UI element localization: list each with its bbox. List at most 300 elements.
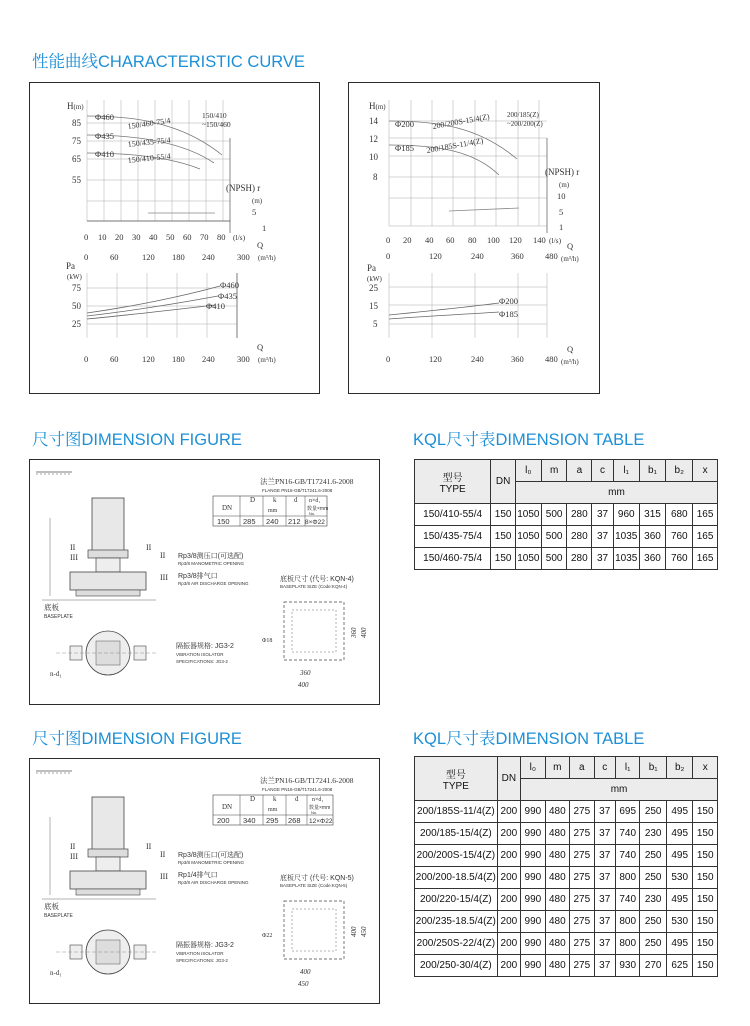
value-cell: 230 xyxy=(640,889,667,911)
pa-unit: (kW) xyxy=(367,275,382,283)
value-cell: 150 xyxy=(693,823,718,845)
table-row xyxy=(415,548,718,570)
npsh-tick: 10 xyxy=(557,191,566,201)
range-label: ~200/200(Z) xyxy=(507,120,543,128)
svg-text:400: 400 xyxy=(350,926,358,937)
value-cell: 270 xyxy=(640,955,667,977)
dimension-figure-2 xyxy=(29,758,380,1004)
value-cell: 495 xyxy=(666,845,693,867)
value-cell: 250 xyxy=(640,867,667,889)
pump-drawing-1 xyxy=(30,460,381,706)
pa-tick: 5 xyxy=(373,319,378,329)
dimension-figure-heading-2: 尺寸图DIMENSION FIGURE xyxy=(32,730,242,748)
pump-casing xyxy=(70,572,146,590)
value-cell: 740 xyxy=(615,845,639,867)
value-cell: 800 xyxy=(615,911,639,933)
value-cell: 200 xyxy=(497,933,520,955)
baseplate-label: 底板 xyxy=(44,902,59,911)
value-cell: 37 xyxy=(594,867,615,889)
value-cell: 150 xyxy=(693,955,718,977)
svg-text:mm: mm xyxy=(268,508,278,514)
value-cell: 37 xyxy=(594,933,615,955)
svg-text:FLANGE PN16-GB/T17241.6-2008: FLANGE PN16-GB/T17241.6-2008 xyxy=(262,787,333,792)
table-row xyxy=(415,867,718,889)
h-tick: 65 xyxy=(72,154,81,164)
pump-drawing-2 xyxy=(30,759,381,1005)
pa-label: Pa xyxy=(367,263,376,273)
table-row xyxy=(415,889,718,911)
value-cell: 37 xyxy=(592,548,614,570)
svg-text:Rp3/8 MANOMETRIC OPENING: Rp3/8 MANOMETRIC OPENING xyxy=(178,561,245,566)
type-cell: 200/185S-11/4(Z) xyxy=(415,801,498,823)
svg-text:III: III xyxy=(70,553,78,562)
svg-text:No.: No. xyxy=(311,810,318,815)
pa-tick: 25 xyxy=(72,319,81,329)
npsh-label: (NPSH) r xyxy=(545,167,580,177)
value-cell: 150 xyxy=(491,504,516,526)
h-tick: 10 xyxy=(369,152,378,162)
q-ls-ticks xyxy=(386,235,562,245)
curve-label: 150/460-75/4 xyxy=(127,116,171,131)
h-tick: 55 xyxy=(72,175,81,185)
value-cell: 695 xyxy=(615,801,639,823)
isolator-spec: 隔振器规格: JG3-2 xyxy=(176,643,234,650)
svg-text:No.: No. xyxy=(309,511,316,516)
value-cell: 37 xyxy=(594,801,615,823)
value-cell: 990 xyxy=(521,845,545,867)
baseplate-label: 底板 xyxy=(44,603,59,612)
value-cell: 495 xyxy=(666,889,693,911)
type-cell: 200/200-18.5/4(Z) xyxy=(415,867,498,889)
svg-text:240: 240 xyxy=(202,354,215,364)
svg-text:II: II xyxy=(146,842,152,851)
value-cell: 1050 xyxy=(515,548,541,570)
curve-panel-200 xyxy=(348,82,600,394)
value-cell: 495 xyxy=(666,801,693,823)
svg-text:Q: Q xyxy=(567,241,574,251)
h-axis-label: H(m) xyxy=(67,101,84,111)
svg-text:(l/s): (l/s) xyxy=(549,236,562,245)
value-cell: 165 xyxy=(693,504,718,526)
svg-text:480: 480 xyxy=(545,354,558,364)
value-cell: 800 xyxy=(615,933,639,955)
svg-text:400: 400 xyxy=(300,968,311,976)
value-cell: 480 xyxy=(545,911,569,933)
svg-text:360: 360 xyxy=(511,251,524,261)
svg-text:360: 360 xyxy=(511,354,524,364)
value-cell: 200 xyxy=(497,867,520,889)
svg-text:60: 60 xyxy=(110,354,119,364)
value-cell: 250 xyxy=(640,911,667,933)
curve-chart-150 xyxy=(30,83,321,395)
npsh-tick: 5 xyxy=(559,207,564,217)
value-cell: 480 xyxy=(545,867,569,889)
value-cell: 200 xyxy=(497,823,520,845)
unit-header: mm xyxy=(521,779,718,801)
table-row xyxy=(415,823,718,845)
svg-text:BASEPLATE SIZE (Code:KQN-5): BASEPLATE SIZE (Code:KQN-5) xyxy=(280,883,348,888)
value-cell: 150 xyxy=(693,889,718,911)
npsh-tick: 5 xyxy=(252,207,257,217)
table-row xyxy=(415,845,718,867)
svg-text:II: II xyxy=(146,543,152,552)
svg-text:0: 0 xyxy=(386,235,391,245)
q2-ticks xyxy=(386,344,579,366)
h-tick: 12 xyxy=(369,134,378,144)
svg-text:DN: DN xyxy=(222,803,233,811)
svg-text:180: 180 xyxy=(172,354,185,364)
svg-text:200: 200 xyxy=(217,816,230,825)
svg-text:10: 10 xyxy=(98,232,107,242)
value-cell: 530 xyxy=(666,911,693,933)
svg-text:SPECIFICATIONS: JG3-2: SPECIFICATIONS: JG3-2 xyxy=(176,958,228,963)
svg-text:140: 140 xyxy=(533,235,546,245)
svg-text:30: 30 xyxy=(132,232,141,242)
svg-text:(m³/h): (m³/h) xyxy=(561,358,579,366)
dimension-table-heading-1: KQL尺寸表DIMENSION TABLE xyxy=(413,431,645,449)
value-cell: 250 xyxy=(640,933,667,955)
value-cell: 480 xyxy=(545,845,569,867)
svg-text:80: 80 xyxy=(468,235,477,245)
svg-text:II: II xyxy=(70,842,76,851)
value-cell: 1035 xyxy=(613,526,639,548)
pa-dia: Φ460 xyxy=(220,280,239,290)
svg-text:Φ18: Φ18 xyxy=(262,638,273,644)
curve-label: 150/435-75/4 xyxy=(127,135,172,149)
dia-label: Φ185 xyxy=(395,143,414,153)
value-cell: 960 xyxy=(613,504,639,526)
value-cell: 150 xyxy=(693,933,718,955)
value-cell: 500 xyxy=(541,526,567,548)
value-cell: 37 xyxy=(594,955,615,977)
table-row xyxy=(415,955,718,977)
dia-label: Φ435 xyxy=(95,131,114,141)
value-cell: 275 xyxy=(570,823,594,845)
table-row xyxy=(415,526,718,548)
table-row xyxy=(415,504,718,526)
type-cell: 200/250S-22/4(Z) xyxy=(415,933,498,955)
value-cell: 500 xyxy=(541,504,567,526)
svg-text:数量×mm: 数量×mm xyxy=(309,805,331,811)
svg-text:Rp3/8 AIR DISCHARGE OPENING: Rp3/8 AIR DISCHARGE OPENING xyxy=(178,880,249,885)
svg-text:150: 150 xyxy=(217,517,230,526)
value-cell: 625 xyxy=(666,955,693,977)
value-cell: 275 xyxy=(570,845,594,867)
value-cell: 990 xyxy=(521,889,545,911)
type-cell: 150/435-75/4 xyxy=(415,526,491,548)
value-cell: 990 xyxy=(521,801,545,823)
table-row xyxy=(415,801,718,823)
baseplate-outline xyxy=(284,901,344,959)
svg-text:20: 20 xyxy=(403,235,412,245)
svg-text:50: 50 xyxy=(166,232,175,242)
svg-text:法兰PN16-GB/T17241.6-2008: 法兰PN16-GB/T17241.6-2008 xyxy=(260,477,354,486)
value-cell: 280 xyxy=(567,548,592,570)
value-cell: 150 xyxy=(693,801,718,823)
nd-label: n-d₁ xyxy=(50,670,62,678)
h-tick: 8 xyxy=(373,172,378,182)
svg-text:360: 360 xyxy=(350,627,358,638)
value-cell: 480 xyxy=(545,801,569,823)
type-header: 型号 TYPE xyxy=(415,460,491,504)
svg-text:240: 240 xyxy=(471,251,484,261)
svg-text:DN: DN xyxy=(222,504,233,512)
type-cell: 150/410-55/4 xyxy=(415,504,491,526)
svg-text:(m³/h): (m³/h) xyxy=(258,356,276,364)
manometric-note: Rp3/8测压口(可选配) xyxy=(178,852,244,859)
pa-dia: Φ200 xyxy=(499,296,518,306)
flange-table xyxy=(213,476,354,526)
range-label: 200/185(Z) xyxy=(507,111,539,119)
svg-text:k: k xyxy=(273,795,277,803)
value-cell: 37 xyxy=(594,823,615,845)
svg-text:12×Φ22: 12×Φ22 xyxy=(309,818,333,825)
svg-text:法兰PN16-GB/T17241.6-2008: 法兰PN16-GB/T17241.6-2008 xyxy=(260,776,354,785)
value-cell: 1050 xyxy=(515,504,541,526)
dia-label: Φ200 xyxy=(395,119,414,129)
svg-text:120: 120 xyxy=(429,354,442,364)
value-cell: 760 xyxy=(666,526,693,548)
value-cell: 990 xyxy=(521,955,545,977)
pa-tick: 15 xyxy=(369,301,378,311)
svg-text:268: 268 xyxy=(288,816,301,825)
svg-text:240: 240 xyxy=(471,354,484,364)
value-cell: 275 xyxy=(570,801,594,823)
svg-text:(l/s): (l/s) xyxy=(233,233,246,242)
value-cell: 1050 xyxy=(515,526,541,548)
value-cell: 800 xyxy=(615,867,639,889)
dia-label: Φ410 xyxy=(95,149,114,159)
svg-text:II: II xyxy=(160,551,166,560)
svg-text:8×Φ22: 8×Φ22 xyxy=(305,519,325,526)
value-cell: 495 xyxy=(666,823,693,845)
type-cell: 200/200S-15/4(Z) xyxy=(415,845,498,867)
svg-text:0: 0 xyxy=(84,252,89,262)
svg-text:0: 0 xyxy=(84,354,89,364)
svg-text:Rp3/8 AIR DISCHARGE OPENING: Rp3/8 AIR DISCHARGE OPENING xyxy=(178,581,249,586)
pa-dia: Φ410 xyxy=(206,301,225,311)
flange-table xyxy=(213,775,354,825)
value-cell: 250 xyxy=(640,801,667,823)
svg-text:FLANGE PN16-GB/T17241.6-2008: FLANGE PN16-GB/T17241.6-2008 xyxy=(262,488,333,493)
curve-chart-200 xyxy=(349,83,601,395)
motor-body xyxy=(92,797,124,851)
svg-text:60: 60 xyxy=(446,235,455,245)
h-tick: 85 xyxy=(72,118,81,128)
svg-text:80: 80 xyxy=(217,232,226,242)
value-cell: 990 xyxy=(521,933,545,955)
svg-text:Rp3/8 MANOMETRIC OPENING: Rp3/8 MANOMETRIC OPENING xyxy=(178,860,245,865)
value-cell: 315 xyxy=(639,504,666,526)
q-mh-ticks xyxy=(84,240,276,262)
npsh-tick: 1 xyxy=(559,222,564,232)
value-cell: 150 xyxy=(693,867,718,889)
dimension-table-1: 型号 TYPE DN l₀ m a c l₁ b₁ b₂ x mm 150/410-55/4 150 1050 500 280 37 960 315 680 165 150/435-75/4 150 1050 500 280 37 1035 360 760 165 150/460-75/4 150 1050 500 280 37 1035 360 760 165 xyxy=(414,459,718,570)
value-cell: 480 xyxy=(545,955,569,977)
svg-text:180: 180 xyxy=(172,252,185,262)
baseplate-en: BASEPLATE xyxy=(44,913,73,919)
svg-text:mm: mm xyxy=(268,807,278,813)
dn-header: DN xyxy=(497,757,520,801)
value-cell: 150 xyxy=(491,548,516,570)
svg-text:VIBRATION ISOLATOR: VIBRATION ISOLATOR xyxy=(176,652,224,657)
svg-text:d: d xyxy=(295,795,299,803)
svg-text:D: D xyxy=(250,795,256,803)
value-cell: 680 xyxy=(666,504,693,526)
value-cell: 200 xyxy=(497,801,520,823)
air-discharge-note: Rp3/8排气口 xyxy=(178,573,218,580)
curve-label: 200/200S-15/4(Z) xyxy=(431,112,491,131)
dia-label: Φ460 xyxy=(95,112,114,122)
value-cell: 200 xyxy=(497,889,520,911)
q2-ticks xyxy=(84,342,276,364)
pa-tick: 75 xyxy=(72,283,81,293)
value-cell: 740 xyxy=(615,823,639,845)
unit-header: mm xyxy=(515,482,717,504)
svg-text:D: D xyxy=(250,496,256,504)
svg-text:BASEPLATE SIZE (Code:KQN-4): BASEPLATE SIZE (Code:KQN-4) xyxy=(280,584,348,589)
svg-text:60: 60 xyxy=(183,232,192,242)
curve-panel-150 xyxy=(29,82,320,394)
svg-text:480: 480 xyxy=(545,251,558,261)
svg-text:k: k xyxy=(273,496,277,504)
baseplate-en: BASEPLATE xyxy=(44,614,73,620)
svg-text:d: d xyxy=(294,496,298,504)
table-row xyxy=(415,933,718,955)
dimension-table-heading-2: KQL尺寸表DIMENSION TABLE xyxy=(413,730,645,748)
isolator-spec: 隔振器规格: JG3-2 xyxy=(176,942,234,949)
npsh-unit: (m) xyxy=(559,181,570,189)
baseplate-size: 底板尺寸 (代号: KQN-4) xyxy=(280,576,354,583)
svg-text:III: III xyxy=(70,852,78,861)
curve-label: 200/185S-11/4(Z) xyxy=(425,136,484,155)
svg-text:240: 240 xyxy=(266,517,279,526)
value-cell: 275 xyxy=(570,889,594,911)
h-axis-label: H(m) xyxy=(369,101,386,111)
pa-tick: 50 xyxy=(72,301,81,311)
value-cell: 200 xyxy=(497,911,520,933)
value-cell: 165 xyxy=(693,526,718,548)
value-cell: 990 xyxy=(521,823,545,845)
baseplate-outline xyxy=(284,602,344,660)
value-cell: 37 xyxy=(592,526,614,548)
svg-text:40: 40 xyxy=(425,235,434,245)
type-cell: 150/460-75/4 xyxy=(415,548,491,570)
svg-text:100: 100 xyxy=(487,235,500,245)
type-cell: 200/220-15/4(Z) xyxy=(415,889,498,911)
pa-tick: 25 xyxy=(369,283,378,293)
svg-text:60: 60 xyxy=(110,252,119,262)
svg-text:285: 285 xyxy=(243,517,256,526)
svg-text:70: 70 xyxy=(200,232,209,242)
dimension-figure-1 xyxy=(29,459,380,705)
svg-text:III: III xyxy=(160,573,168,582)
svg-text:(m³/h): (m³/h) xyxy=(258,254,276,262)
value-cell: 530 xyxy=(666,867,693,889)
svg-text:120: 120 xyxy=(142,252,155,262)
table-row xyxy=(415,911,718,933)
value-cell: 250 xyxy=(640,845,667,867)
svg-text:n×d₁: n×d₁ xyxy=(309,498,321,504)
svg-text:400: 400 xyxy=(298,681,309,689)
svg-text:360: 360 xyxy=(300,669,311,677)
svg-text:340: 340 xyxy=(243,816,256,825)
value-cell: 280 xyxy=(567,526,592,548)
svg-text:II: II xyxy=(70,543,76,552)
value-cell: 275 xyxy=(570,867,594,889)
svg-text:III: III xyxy=(160,872,168,881)
pa-dia: Φ185 xyxy=(499,309,518,319)
value-cell: 150 xyxy=(491,526,516,548)
value-cell: 280 xyxy=(567,504,592,526)
value-cell: 360 xyxy=(639,548,666,570)
value-cell: 990 xyxy=(521,911,545,933)
characteristic-curve-heading: 性能曲线CHARACTERISTIC CURVE xyxy=(32,53,305,71)
value-cell: 500 xyxy=(541,548,567,570)
svg-text:295: 295 xyxy=(266,816,279,825)
svg-text:300: 300 xyxy=(237,252,250,262)
dimension-figure-heading-1: 尺寸图DIMENSION FIGURE xyxy=(32,431,242,449)
motor-body xyxy=(92,498,124,552)
value-cell: 495 xyxy=(666,933,693,955)
h-tick: 75 xyxy=(72,136,81,146)
type-cell: 200/185-15/4(Z) xyxy=(415,823,498,845)
svg-text:n×d₁: n×d₁ xyxy=(312,797,324,803)
value-cell: 275 xyxy=(570,911,594,933)
svg-text:212: 212 xyxy=(288,517,301,526)
svg-text:300: 300 xyxy=(237,354,250,364)
dimension-table-2: 型号 TYPE DN l₀ m a c l₁ b₁ b₂ x mm 200/185S-11/4(Z) 200 990 480 275 37 695 250 495 150 200/185-15/4(Z) 200 990 480 275 37 740 230 495 150 200/200S-15/4(Z) 200 990 480 275 37 740 250 495 150 200/200-18.5/4(Z) 200 990 480 275 37 800 250 530 150 200/220-15/4(Z) 200 990 480 275 37 740 230 495 150 200/235-18.5/4(Z) 200 990 480 275 37 800 250 530 150 200/250S-22/4(Z) 200 990 480 275 37 800 250 495 150 200/250-30/4(Z) 200 990 480 275 37 930 270 625 150 xyxy=(414,756,718,977)
npsh-unit: (m) xyxy=(252,197,263,205)
value-cell: 230 xyxy=(640,823,667,845)
curve-label: 150/410-55/4 xyxy=(127,151,172,165)
air-discharge-note: Rp1/4排气口 xyxy=(178,872,218,879)
svg-text:120: 120 xyxy=(429,251,442,261)
svg-text:Q: Q xyxy=(567,344,574,354)
svg-text:400: 400 xyxy=(360,627,368,638)
svg-text:0: 0 xyxy=(386,251,391,261)
manometric-note: Rp3/8测压口(可选配) xyxy=(178,553,244,560)
value-cell: 480 xyxy=(545,823,569,845)
value-cell: 200 xyxy=(497,845,520,867)
range-label: 150/410 xyxy=(202,111,227,120)
svg-text:SPECIFICATIONS: JG3-2: SPECIFICATIONS: JG3-2 xyxy=(176,659,228,664)
q-ls-ticks xyxy=(84,232,246,242)
pa-unit: (kW) xyxy=(67,273,82,281)
pa-dia: Φ435 xyxy=(218,291,237,301)
value-cell: 760 xyxy=(666,548,693,570)
svg-text:(m³/h): (m³/h) xyxy=(561,255,579,263)
type-header: 型号 TYPE xyxy=(415,757,498,801)
svg-text:120: 120 xyxy=(509,235,522,245)
pump-casing xyxy=(70,871,146,889)
type-cell: 200/250-30/4(Z) xyxy=(415,955,498,977)
value-cell: 1035 xyxy=(613,548,639,570)
h-tick: 14 xyxy=(369,116,378,126)
baseplate-size: 底板尺寸 (代号: KQN-5) xyxy=(280,875,354,882)
curve-grid-lower xyxy=(389,273,547,338)
npsh-tick: 1 xyxy=(262,223,267,233)
svg-text:240: 240 xyxy=(202,252,215,262)
svg-text:Φ22: Φ22 xyxy=(262,933,273,939)
value-cell: 480 xyxy=(545,933,569,955)
dn-header: DN xyxy=(491,460,516,504)
svg-text:II: II xyxy=(160,850,166,859)
svg-text:40: 40 xyxy=(149,232,158,242)
value-cell: 37 xyxy=(594,845,615,867)
value-cell: 37 xyxy=(594,889,615,911)
svg-text:450: 450 xyxy=(360,926,368,937)
